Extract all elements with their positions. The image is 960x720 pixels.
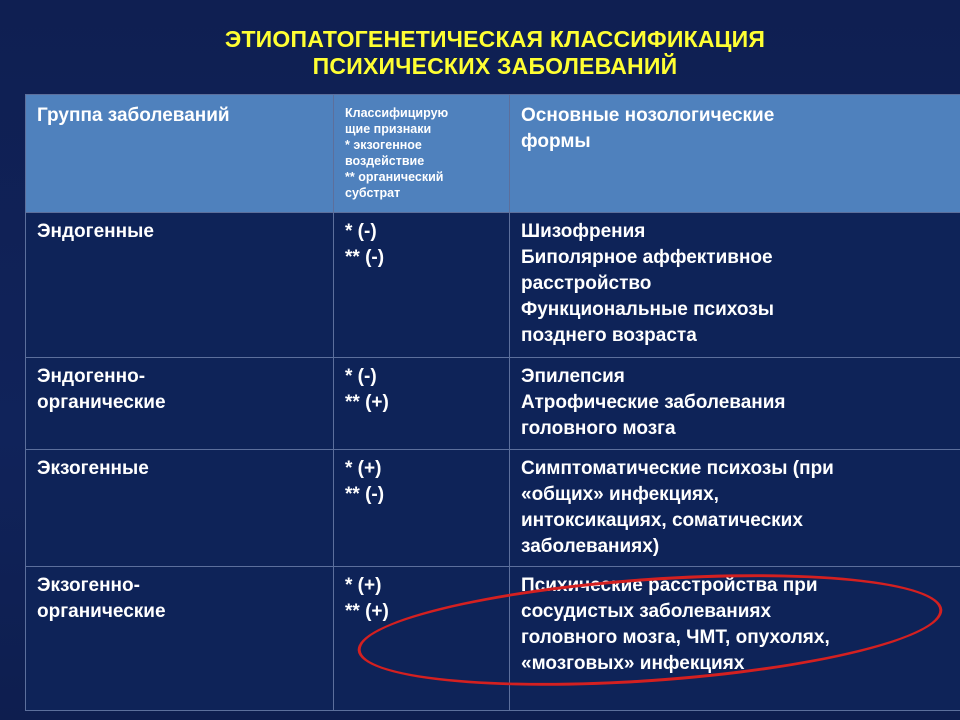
cell-criteria: * (+) ** (+) [334,567,510,711]
header-forms: Основные нозологические формы [510,95,960,213]
cell-criteria: * (-) ** (+) [334,358,510,450]
table-row [26,213,960,358]
table-row [26,567,960,711]
cell-forms: Психические расстройства при сосудистых заболеваниях головного мозга, ЧМТ, опухолях, «мозговых» инфекциях [510,567,960,711]
cell-forms: Симптоматические психозы (при «общих» инфекциях, интоксикациях, соматических заболеваниях) [510,450,960,567]
classification-table [25,94,960,711]
title-line-2: ПСИХИЧЕСКИХ ЗАБОЛЕВАНИЙ [312,53,678,79]
table-header-row [26,95,960,213]
cell-group: Экзогенные [26,450,334,567]
cell-forms: Эпилепсия Атрофические заболевания головного мозга [510,358,960,450]
cell-forms: Шизофрения Биполярное аффективное расстройство Функциональные психозы позднего возраста [510,213,960,358]
cell-group: Экзогенно- органические [26,567,334,711]
cell-group: Эндогенные [26,213,334,358]
header-criteria: Классифицирую щие признаки * экзогенное воздействие ** органический субстрат [334,95,510,213]
table-row [26,358,960,450]
cell-criteria: * (+) ** (-) [334,450,510,567]
slide-title [0,26,960,80]
cell-group: Эндогенно- органические [26,358,334,450]
header-group: Группа заболеваний [26,95,334,213]
cell-criteria: * (-) ** (-) [334,213,510,358]
title-line-1: ЭТИОПАТОГЕНЕТИЧЕСКАЯ КЛАССИФИКАЦИЯ [224,26,766,52]
table-row [26,450,960,567]
